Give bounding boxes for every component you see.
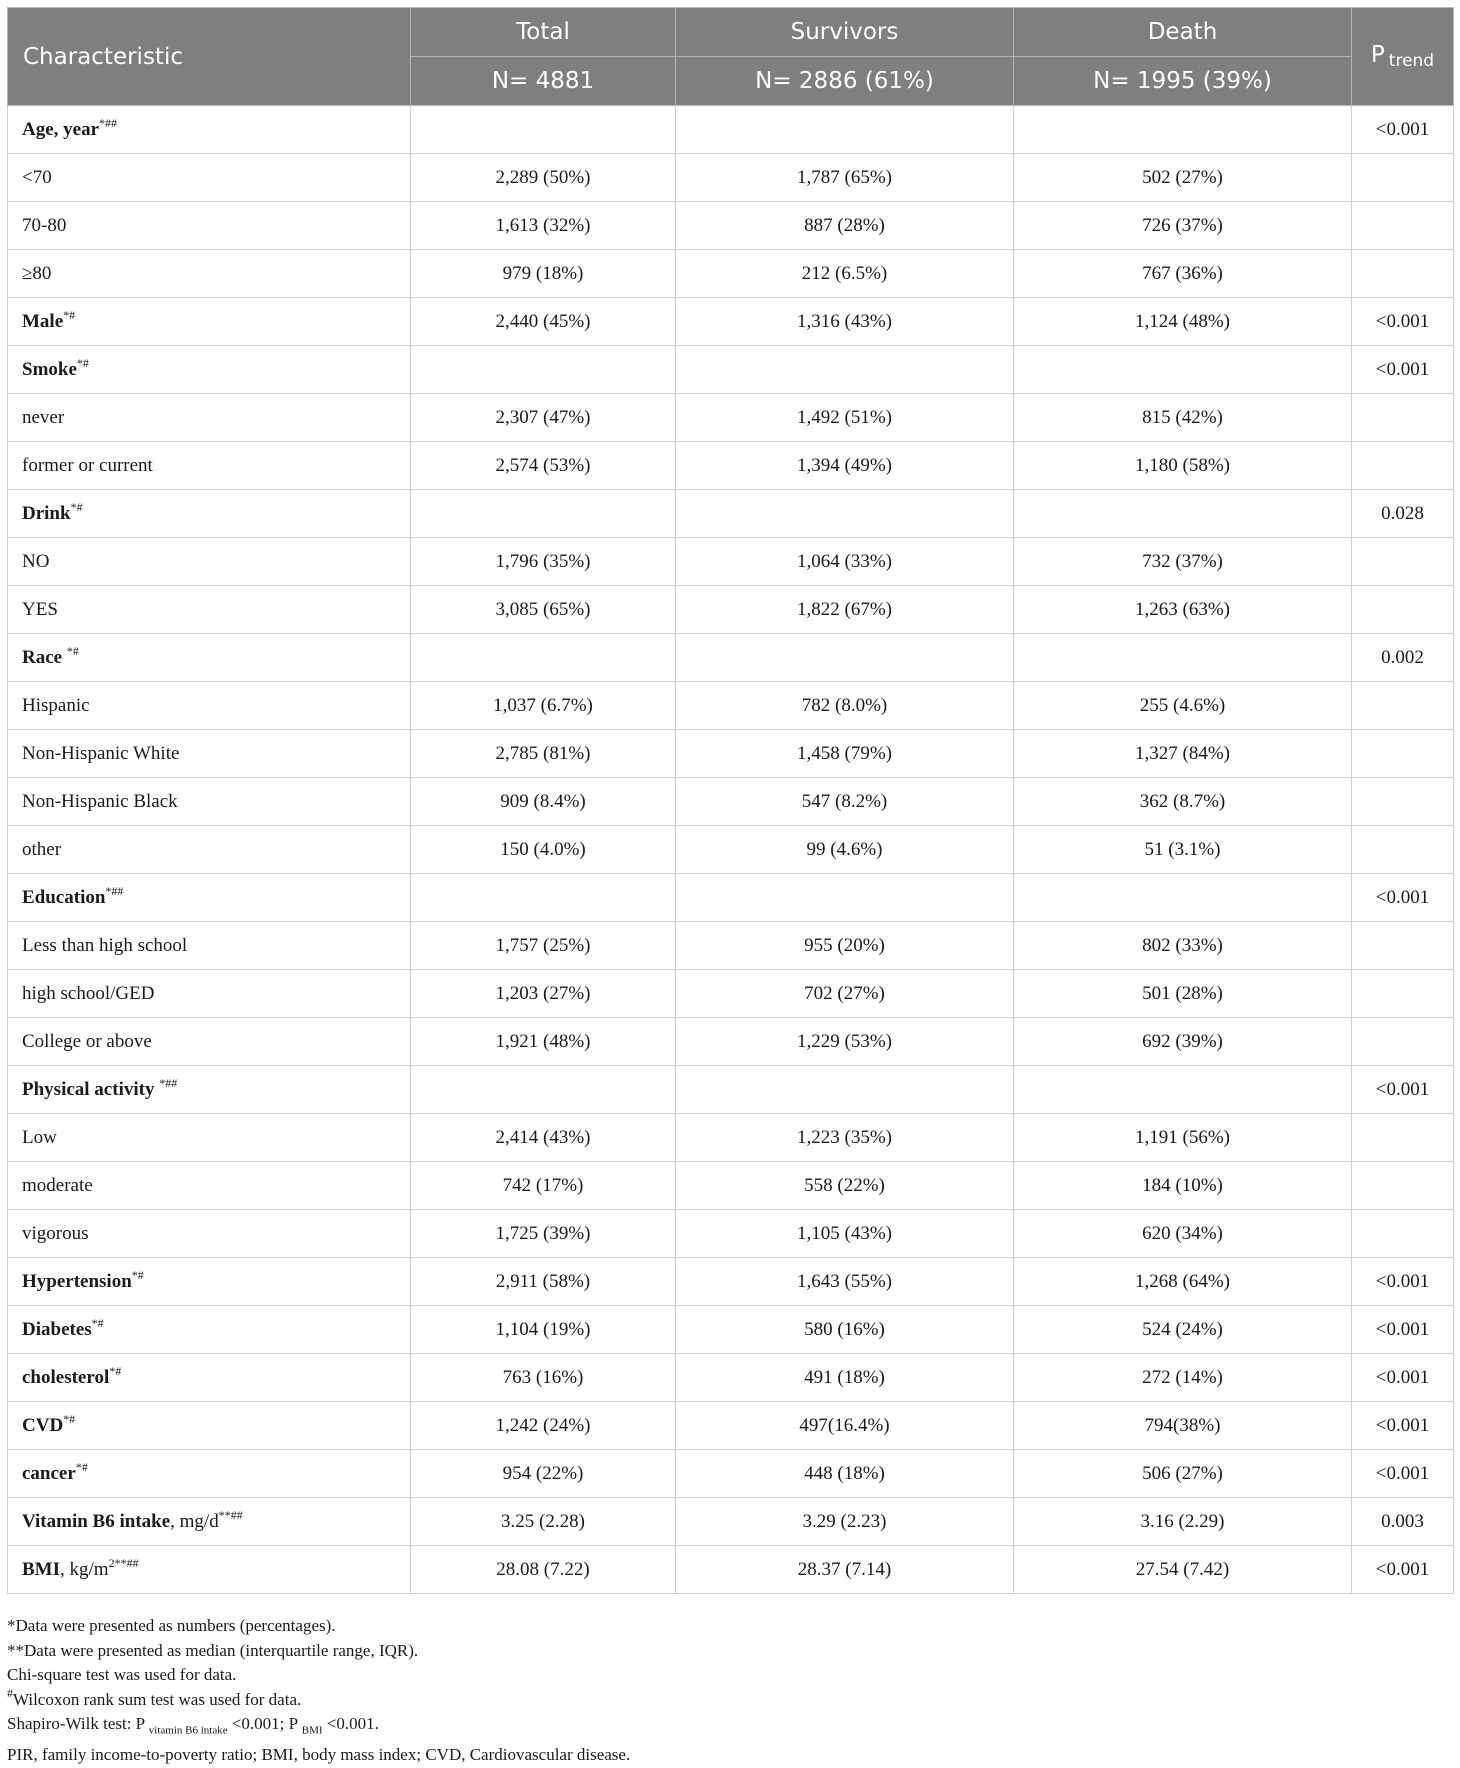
total-cell [411,874,676,922]
survivors-cell [676,106,1014,154]
row-label-cell [8,1402,411,1450]
footnote: PIR, family income-to-poverty ratio; BMI, body mass index; CVD, Cardiovascular disease. [7,1744,631,1764]
row-footnote-marker: **## [218,1507,243,1522]
total-cell: 28.08 (7.22) [411,1546,676,1594]
p-trend-cell: <0.001 [1352,298,1454,346]
row-footnote-marker: *# [109,1363,122,1378]
total-cell: 1,242 (24%) [411,1402,676,1450]
header-characteristic: Characteristic [8,8,411,106]
p-trend-cell [1352,1162,1454,1210]
death-cell: 1,191 (56%) [1014,1114,1352,1162]
survivors-cell [676,874,1014,922]
total-cell [411,490,676,538]
p-trend-cell [1352,154,1454,202]
survivors-cell: 28.37 (7.14) [676,1546,1014,1594]
p-trend-cell: <0.001 [1352,1402,1454,1450]
row-label: Low [22,1126,57,1148]
footnote-text: Shapiro-Wilk test: P [7,1714,149,1733]
table-row [8,298,1454,346]
p-trend-cell [1352,730,1454,778]
table-row [8,1546,1454,1594]
p-trend-cell: <0.001 [1352,1066,1454,1114]
total-cell: 909 (8.4%) [411,778,676,826]
footnote: Chi-square test was used for data. [7,1665,237,1684]
table-row [8,1114,1454,1162]
row-label: Education [22,886,106,908]
row-label-cell [8,1162,411,1210]
survivors-cell: 1,394 (49%) [676,442,1014,490]
table-row [8,1162,1454,1210]
total-cell: 742 (17%) [411,1162,676,1210]
total-cell: 2,911 (58%) [411,1258,676,1306]
row-label-cell [8,538,411,586]
total-cell [411,1066,676,1114]
row-label-cell [8,1018,411,1066]
survivors-cell: 1,316 (43%) [676,298,1014,346]
total-cell: 150 (4.0%) [411,826,676,874]
table-row [8,1210,1454,1258]
row-label: NO [22,550,50,572]
total-cell: 2,414 (43%) [411,1114,676,1162]
row-label: Vitamin B6 intake [22,1510,171,1532]
row-label-cell [8,730,411,778]
p-trend-cell [1352,970,1454,1018]
death-cell: 506 (27%) [1014,1450,1352,1498]
table-row [8,490,1454,538]
row-label-cell [8,778,411,826]
p-trend-cell [1352,778,1454,826]
row-footnote-marker: *# [70,499,83,514]
death-cell [1014,874,1352,922]
death-cell: 1,263 (63%) [1014,586,1352,634]
row-label-cell [8,1498,411,1546]
table-row [8,1354,1454,1402]
row-label-cell [8,1450,411,1498]
row-label: Hispanic [22,694,90,716]
row-label: former or current [22,454,153,476]
p-trend-cell [1352,1114,1454,1162]
total-cell [411,346,676,394]
survivors-cell [676,346,1014,394]
row-unit-superscript: 2 [108,1555,115,1570]
p-trend-cell: <0.001 [1352,1258,1454,1306]
row-footnote-marker: *# [66,643,79,658]
row-label: Non-Hispanic White [22,742,180,764]
death-cell: 501 (28%) [1014,970,1352,1018]
total-cell: 1,104 (19%) [411,1306,676,1354]
p-trend-cell: <0.001 [1352,346,1454,394]
row-unit: , mg/d [170,1510,219,1532]
header-death: Death [1014,8,1352,57]
survivors-cell: 1,822 (67%) [676,586,1014,634]
row-label-cell [8,154,411,202]
row-label: Physical activity [22,1078,160,1100]
table-body [8,106,1454,1594]
header-death-n: N= 1995 (39%) [1014,57,1352,106]
row-label: never [22,406,65,428]
table-row [8,442,1454,490]
survivors-cell: 1,229 (53%) [676,1018,1014,1066]
death-cell [1014,1066,1352,1114]
death-cell: 1,327 (84%) [1014,730,1352,778]
table-row [8,346,1454,394]
p-trend-cell: 0.028 [1352,490,1454,538]
row-label-cell [8,682,411,730]
survivors-cell: 99 (4.6%) [676,826,1014,874]
death-cell: 362 (8.7%) [1014,778,1352,826]
row-footnote-marker: *# [131,1267,144,1282]
total-cell: 1,921 (48%) [411,1018,676,1066]
total-cell: 3.25 (2.28) [411,1498,676,1546]
p-trend-cell: 0.003 [1352,1498,1454,1546]
row-label-cell [8,490,411,538]
row-label-cell [8,1210,411,1258]
row-label: other [22,838,62,860]
death-cell: 184 (10%) [1014,1162,1352,1210]
total-cell: 2,785 (81%) [411,730,676,778]
survivors-cell: 1,064 (33%) [676,538,1014,586]
row-label-cell [8,634,411,682]
death-cell [1014,634,1352,682]
death-cell: 524 (24%) [1014,1306,1352,1354]
row-label: Age, year [22,118,100,140]
row-label-cell [8,442,411,490]
row-label-cell [8,586,411,634]
total-cell: 1,796 (35%) [411,538,676,586]
death-cell [1014,346,1352,394]
table-row [8,1402,1454,1450]
p-trend-cell [1352,826,1454,874]
death-cell: 502 (27%) [1014,154,1352,202]
row-label: College or above [22,1030,152,1052]
survivors-cell: 448 (18%) [676,1450,1014,1498]
row-label: YES [22,598,58,620]
table-row [8,634,1454,682]
row-label-cell [8,874,411,922]
death-cell: 767 (36%) [1014,250,1352,298]
survivors-cell: 887 (28%) [676,202,1014,250]
table-wrapper [7,7,1453,1594]
table-footnotes [7,1614,1453,1767]
row-label-cell [8,394,411,442]
row-label-cell [8,250,411,298]
header-total: Total [411,8,676,57]
table-row [8,1258,1454,1306]
death-cell: 27.54 (7.42) [1014,1546,1352,1594]
total-cell: 954 (22%) [411,1450,676,1498]
table-row [8,250,1454,298]
p-trend-cell: <0.001 [1352,1306,1454,1354]
row-label: Drink [22,502,71,524]
row-label-cell [8,1306,411,1354]
header-total-n: N= 4881 [411,57,676,106]
total-cell: 1,725 (39%) [411,1210,676,1258]
death-cell: 802 (33%) [1014,922,1352,970]
death-cell: 51 (3.1%) [1014,826,1352,874]
footnote-subscript: BMI [301,1724,323,1737]
row-label: Race [22,646,67,668]
footnote: *Data were presented as numbers (percentages). [7,1616,336,1635]
header-p-trend [1352,8,1454,106]
table-header [8,8,1454,106]
survivors-cell: 782 (8.0%) [676,682,1014,730]
header-p-subscript: trend [1388,51,1435,71]
survivors-cell: 1,223 (35%) [676,1114,1014,1162]
table-row [8,586,1454,634]
footnote: **Data were presented as median (interquartile range, IQR). [7,1640,419,1660]
death-cell: 620 (34%) [1014,1210,1352,1258]
survivors-cell: 547 (8.2%) [676,778,1014,826]
header-p-label: P [1370,42,1385,68]
table-row [8,202,1454,250]
row-label: vigorous [22,1222,89,1244]
row-label: Male [22,310,64,332]
header-survivors-n: N= 2886 (61%) [676,57,1014,106]
row-footnote-marker: *## [99,115,118,130]
row-label: BMI [22,1558,60,1580]
row-footnote-marker: *# [76,355,89,370]
footnote-text: Wilcoxon rank sum test was used for data. [13,1689,302,1709]
death-cell: 815 (42%) [1014,394,1352,442]
row-footnote-marker: **## [114,1555,139,1570]
total-cell: 3,085 (65%) [411,586,676,634]
row-label-cell [8,922,411,970]
table-row [8,1450,1454,1498]
row-label: Diabetes [22,1318,92,1340]
p-trend-cell: <0.001 [1352,1354,1454,1402]
p-trend-cell: <0.001 [1352,106,1454,154]
death-cell: 692 (39%) [1014,1018,1352,1066]
row-footnote-marker: *## [105,883,124,898]
p-trend-cell: <0.001 [1352,1546,1454,1594]
row-label: cholesterol [22,1366,110,1388]
row-footnote-marker: *# [91,1315,104,1330]
survivors-cell: 1,458 (79%) [676,730,1014,778]
death-cell: 726 (37%) [1014,202,1352,250]
row-label: Non-Hispanic Black [22,790,178,812]
death-cell: 794(38%) [1014,1402,1352,1450]
death-cell: 3.16 (2.29) [1014,1498,1352,1546]
table-row [8,538,1454,586]
row-label: Hypertension [22,1270,132,1292]
table-row [8,778,1454,826]
total-cell: 2,574 (53%) [411,442,676,490]
survivors-cell [676,490,1014,538]
row-label: Less than high school [22,934,188,956]
row-footnote-marker: *# [75,1459,88,1474]
row-label: Smoke [22,358,77,380]
death-cell [1014,106,1352,154]
total-cell: 979 (18%) [411,250,676,298]
row-label: <70 [22,166,52,188]
row-label-cell [8,1546,411,1594]
table-row [8,874,1454,922]
total-cell: 763 (16%) [411,1354,676,1402]
p-trend-cell [1352,922,1454,970]
survivors-cell: 1,105 (43%) [676,1210,1014,1258]
row-footnote-marker: *# [63,307,76,322]
death-cell: 1,180 (58%) [1014,442,1352,490]
row-label-cell [8,1066,411,1114]
survivors-cell: 3.29 (2.23) [676,1498,1014,1546]
death-cell [1014,490,1352,538]
survivors-cell: 955 (20%) [676,922,1014,970]
row-label: moderate [22,1174,93,1196]
footnote-marker: # [7,1685,13,1700]
row-label-cell [8,1354,411,1402]
death-cell: 272 (14%) [1014,1354,1352,1402]
survivors-cell [676,634,1014,682]
p-trend-cell [1352,202,1454,250]
death-cell: 1,124 (48%) [1014,298,1352,346]
table-row [8,1066,1454,1114]
survivors-cell: 1,492 (51%) [676,394,1014,442]
table-row [8,154,1454,202]
p-trend-cell: 0.002 [1352,634,1454,682]
death-cell: 1,268 (64%) [1014,1258,1352,1306]
table-row [8,730,1454,778]
survivors-cell: 1,787 (65%) [676,154,1014,202]
total-cell: 2,440 (45%) [411,298,676,346]
total-cell: 1,037 (6.7%) [411,682,676,730]
p-trend-cell: <0.001 [1352,1450,1454,1498]
total-cell: 1,757 (25%) [411,922,676,970]
survivors-cell: 212 (6.5%) [676,250,1014,298]
survivors-cell: 580 (16%) [676,1306,1014,1354]
p-trend-cell [1352,682,1454,730]
death-cell: 732 (37%) [1014,538,1352,586]
total-cell [411,634,676,682]
survivors-cell: 491 (18%) [676,1354,1014,1402]
table-row [8,394,1454,442]
p-trend-cell [1352,586,1454,634]
p-trend-cell: <0.001 [1352,874,1454,922]
table-row [8,826,1454,874]
total-cell: 1,613 (32%) [411,202,676,250]
row-label-cell [8,826,411,874]
row-label: cancer [22,1462,76,1484]
row-label: high school/GED [22,982,155,1004]
footnote-text: <0.001. [322,1714,379,1733]
footnote-text: <0.001; P [227,1714,302,1733]
death-cell: 255 (4.6%) [1014,682,1352,730]
total-cell: 1,203 (27%) [411,970,676,1018]
survivors-cell: 702 (27%) [676,970,1014,1018]
row-label: ≥80 [22,262,52,284]
row-unit: , kg/m [60,1558,109,1580]
p-trend-cell [1352,250,1454,298]
row-label-cell [8,298,411,346]
row-footnote-marker: *# [63,1411,76,1426]
total-cell: 2,289 (50%) [411,154,676,202]
row-label: 70-80 [22,214,67,236]
footnote [7,1685,1453,1713]
row-label-cell [8,1258,411,1306]
table-row [8,922,1454,970]
table-row [8,1306,1454,1354]
total-cell [411,106,676,154]
table-row [8,1498,1454,1546]
survivors-cell: 1,643 (55%) [676,1258,1014,1306]
table-row [8,682,1454,730]
p-trend-cell [1352,538,1454,586]
header-survivors: Survivors [676,8,1014,57]
p-trend-cell [1352,1018,1454,1066]
p-trend-cell [1352,1210,1454,1258]
row-label-cell [8,106,411,154]
row-label-cell [8,970,411,1018]
p-trend-cell [1352,442,1454,490]
row-label-cell [8,1114,411,1162]
row-label: CVD [22,1414,64,1436]
total-cell: 2,307 (47%) [411,394,676,442]
footnote-subscript: vitamin B6 intake [148,1724,228,1737]
table-row [8,1018,1454,1066]
survivors-cell: 497(16.4%) [676,1402,1014,1450]
survivors-cell [676,1066,1014,1114]
row-label-cell [8,202,411,250]
table-row [8,106,1454,154]
characteristics-table [7,7,1454,1594]
row-label-cell [8,346,411,394]
survivors-cell: 558 (22%) [676,1162,1014,1210]
p-trend-cell [1352,394,1454,442]
footnote [7,1712,1453,1743]
table-row [8,970,1454,1018]
row-footnote-marker: *## [159,1075,178,1090]
